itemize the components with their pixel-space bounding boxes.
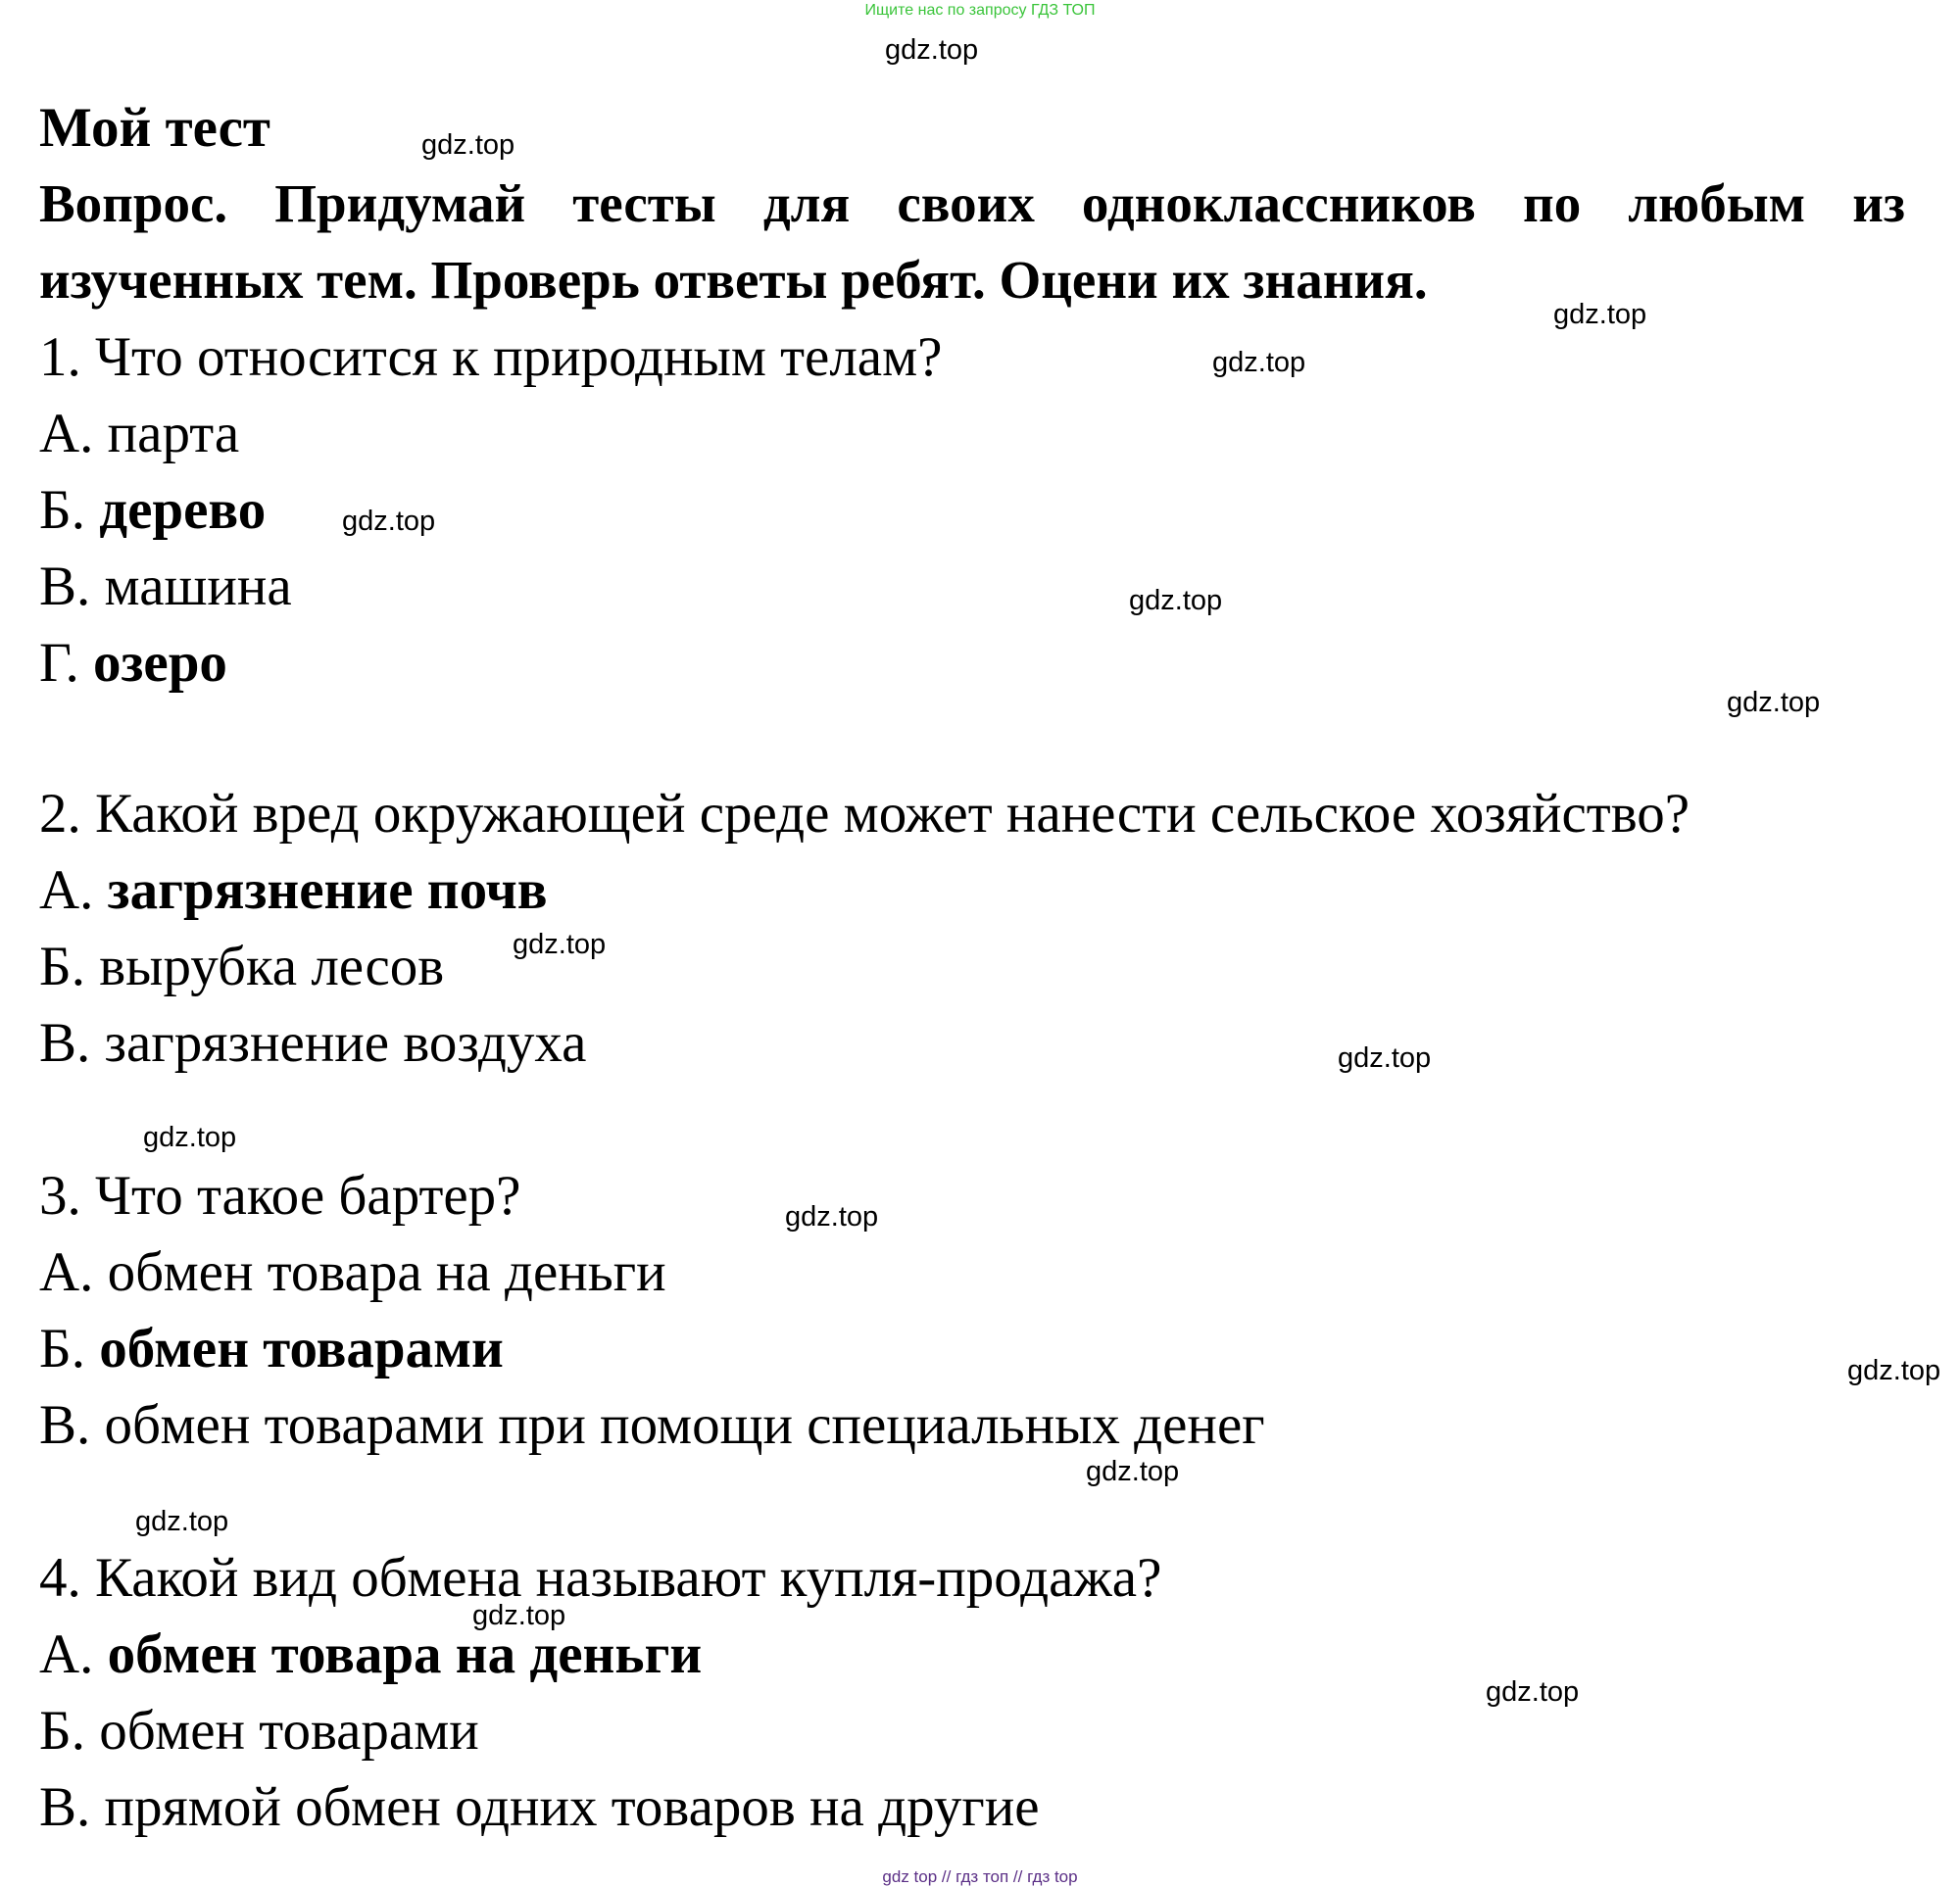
option-text: машина xyxy=(104,556,292,617)
test-1-option-b xyxy=(39,479,267,541)
watermark: gdz.top xyxy=(472,1600,566,1631)
page-title: Мой тест xyxy=(39,97,270,159)
option-letter: Б. xyxy=(39,936,100,997)
watermark: gdz.top xyxy=(342,506,436,537)
option-letter: Г. xyxy=(39,632,94,694)
watermark: gdz.top xyxy=(1212,347,1306,378)
prompt-line-2: изученных тем. Проверь ответы ребят. Оцени их знания. xyxy=(39,250,1428,310)
test-1-option-c xyxy=(39,556,292,617)
watermark: gdz.top xyxy=(785,1201,879,1233)
test-3-question: 3. Что такое бартер? xyxy=(39,1165,521,1227)
option-letter: Б. xyxy=(39,479,100,541)
correct-answer: обмен товара на деньги xyxy=(107,1623,703,1685)
watermark: gdz.top xyxy=(1338,1042,1432,1074)
watermark: gdz.top xyxy=(885,34,979,66)
header-note: Ищите нас по запросу ГДЗ ТОП xyxy=(864,2,1096,19)
option-letter: В. xyxy=(39,1776,105,1838)
test-1-option-a xyxy=(39,403,240,464)
option-letter: Б. xyxy=(39,1318,100,1379)
watermark: gdz.top xyxy=(143,1122,237,1153)
option-letter: В. xyxy=(39,1394,105,1456)
option-letter: А. xyxy=(39,859,108,921)
option-text: прямой обмен одних товаров на другие xyxy=(104,1776,1040,1838)
test-4-option-a xyxy=(39,1623,703,1685)
option-letter: А. xyxy=(39,403,108,464)
test-4-option-b xyxy=(39,1700,479,1762)
option-letter: В. xyxy=(39,556,105,617)
correct-answer: обмен товарами xyxy=(99,1318,504,1379)
watermark: gdz.top xyxy=(1727,687,1821,718)
watermark: gdz.top xyxy=(1486,1676,1580,1708)
prompt-line-1: Вопрос. Придумай тесты для своих одноклассников по любым из xyxy=(39,173,1905,233)
test-2-option-c xyxy=(39,1012,587,1074)
option-text: обмен товарами при помощи специальных денег xyxy=(104,1394,1265,1456)
test-1-option-d xyxy=(39,632,227,694)
test-3-option-b xyxy=(39,1318,504,1379)
option-text: загрязнение воздуха xyxy=(104,1012,587,1074)
test-3-option-c xyxy=(39,1394,1265,1456)
correct-answer: загрязнение почв xyxy=(107,859,548,921)
watermark: gdz.top xyxy=(1129,585,1223,616)
test-2-option-b xyxy=(39,936,445,997)
watermark: gdz.top xyxy=(135,1506,229,1537)
correct-answer: озеро xyxy=(93,632,227,694)
test-3-option-a xyxy=(39,1241,666,1303)
footer-note: gdz top // гдз топ // гдз top xyxy=(882,1867,1078,1886)
watermark: gdz.top xyxy=(513,929,607,960)
option-letter: В. xyxy=(39,1012,105,1074)
option-text: парта xyxy=(107,403,240,464)
option-letter: А. xyxy=(39,1241,108,1303)
option-letter: А. xyxy=(39,1623,108,1685)
option-text: обмен товарами xyxy=(99,1700,479,1762)
correct-answer: дерево xyxy=(99,479,267,541)
option-text: вырубка лесов xyxy=(99,936,445,997)
test-4-question: 4. Какой вид обмена называют купля-продажа? xyxy=(39,1547,1162,1609)
test-2-option-a xyxy=(39,859,548,921)
test-4-option-c xyxy=(39,1776,1040,1838)
watermark: gdz.top xyxy=(1553,299,1647,330)
watermark: gdz.top xyxy=(421,129,515,161)
option-text: обмен товара на деньги xyxy=(107,1241,666,1303)
test-1-question: 1. Что относится к природным телам? xyxy=(39,326,943,388)
watermark: gdz.top xyxy=(1086,1456,1180,1487)
option-letter: Б. xyxy=(39,1700,100,1762)
watermark: gdz.top xyxy=(1847,1355,1941,1386)
test-2-question: 2. Какой вред окружающей среде может нанести сельское хозяйство? xyxy=(39,783,1690,845)
